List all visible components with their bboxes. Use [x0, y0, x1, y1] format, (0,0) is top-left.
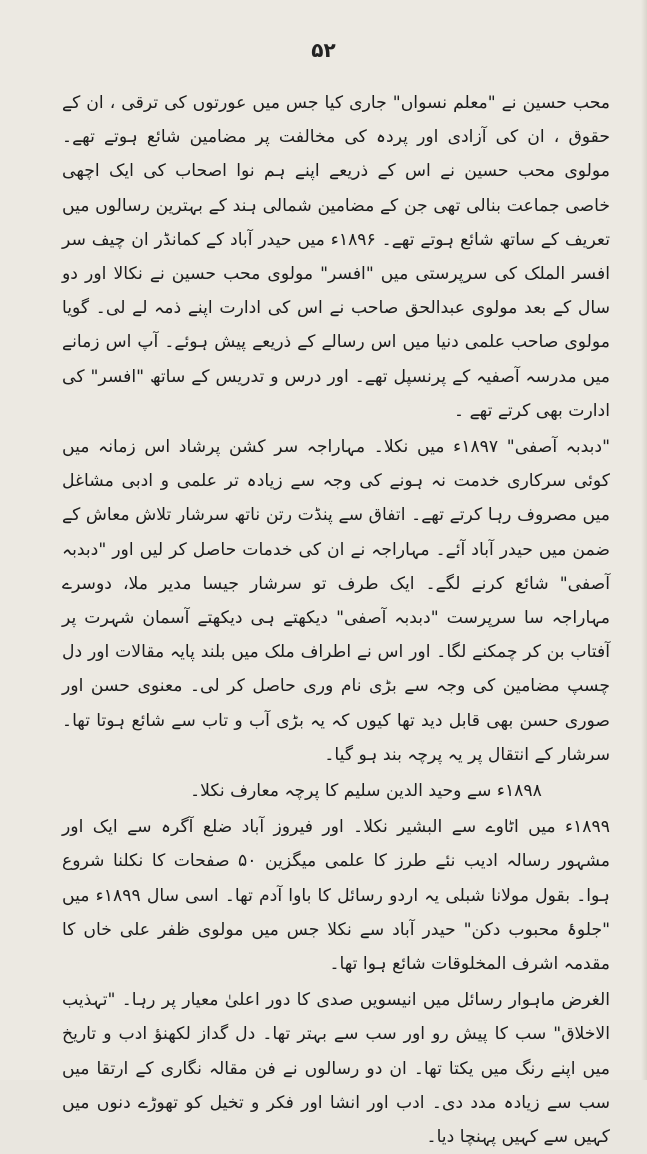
paragraph-4: ۱۸۹۹ء میں اٹاوے سے البشیر نکلا۔ اور فیروز آباد ضلع آگرہ سے ایک اور مشہور رسالہ ادیب نئے طرز کا علمی میگزین ۵۰ صفحات کا نکلنا شروع ہوا۔ بقول مولانا شبلی یہ اردو رسائل کا باوا آدم تھا۔ اسی سال ۱۸۹۹ء میں "جلوۂ محبوب دکن" حیدر آباد سے نکلا جس میں مولوی ظفر علی خاں کا مقدمہ اشرف المخلوقات شائع ہوا تھا۔	[62, 817, 610, 975]
paragraph-5: الغرض ماہوار رسائل میں انیسویں صدی کا دور اعلیٰ معیار پر رہا۔ "تہذیب الاخلاق" سب کا پیش رو اور سب سے بہتر تھا۔ دل گداز لکھنؤ ادب و تاریخ میں اپنے رنگ میں یکتا تھا۔ ان دو رسالوں نے فن مقالہ نگاری کے ارتقا میں سب سے زیادہ مدد دی۔ ادب اور انشا اور فکر و تخیل کو تھوڑے دنوں میں کہیں سے کہیں پہنچا دیا۔	[62, 990, 610, 1148]
page-number: ۵۲	[311, 38, 336, 62]
body-text	[62, 86, 610, 1154]
paragraph-3: ۱۸۹۸ء سے وحید الدین سلیم کا پرچہ معارف نکلا۔	[190, 781, 542, 802]
paragraph-1: محب حسین نے "معلم نسواں" جاری کیا جس میں عورتوں کی ترقی ، ان کے حقوق ، ان کی آزادی اور پردہ کی مخالفت پر مضامین شائع ہوتے تھے۔ مولوی محب حسین نے اس کے ذریعے اپنے ہم نوا اصحاب کی ایک اچھی خاصی جماعت بنالی تھی جن کے مضامین شمالی ہند کے بہترین رسالوں میں تعریف کے ساتھ شائع ہوتے تھے۔ ۱۸۹۶ء میں حیدر آباد کے کمانڈر ان چیف سر افسر الملک کی سرپرستی میں "افسر" مولوی محب حسین نے نکالا اور دو سال کے بعد مولوی عبدالحق صاحب نے اس کی ادارت اپنے ذمہ لے لی۔ گویا مولوی صاحب علمی دنیا میں اس رسالے کے ذریعے پیش ہوئے۔ آپ اس زمانے میں مدرسہ آصفیہ کے پرنسپل تھے۔ اور درس و تدریس کے ساتھ "افسر" کی ادارت بھی کرتے تھے ۔	[62, 93, 610, 421]
scan-edge-shadow	[641, 0, 647, 1080]
paragraph-2: "دبدبہ آصفی" ۱۸۹۷ء میں نکلا۔ مہاراجہ سر کشن پرشاد اس زمانہ میں کوئی سرکاری خدمت نہ ہونے کی وجہ سے زیادہ تر علمی و ادبی مشاغل میں مصروف رہا کرتے تھے۔ اتفاق سے پنڈت رتن ناتھ سرشار تلاش معاش کے ضمن میں حیدر آباد آئے۔ مہاراجہ نے ان کی خدمات حاصل کر لیں اور "دبدبہ آصفی" شائع کرنے لگے۔ ایک طرف تو سرشار جیسا مدیر ملا، دوسرے مہاراجہ سا سرپرست "دبدبہ آصفی" دیکھتے ہی دیکھتے آسمان شہرت پر آفتاب بن کر چمکنے لگا۔ اور اس نے اطراف ملک میں بلند پایہ مقالات اور دل چسپ مضامین کی وجہ سے بڑی نام وری حاصل کر لی۔ معنوی حسن اور صوری حسن بھی قابل دید تھا کیوں کہ یہ بڑی آب و تاب سے شائع ہوتا تھا۔ سرشار کے انتقال پر یہ پرچہ بند ہو گیا۔	[62, 437, 610, 765]
